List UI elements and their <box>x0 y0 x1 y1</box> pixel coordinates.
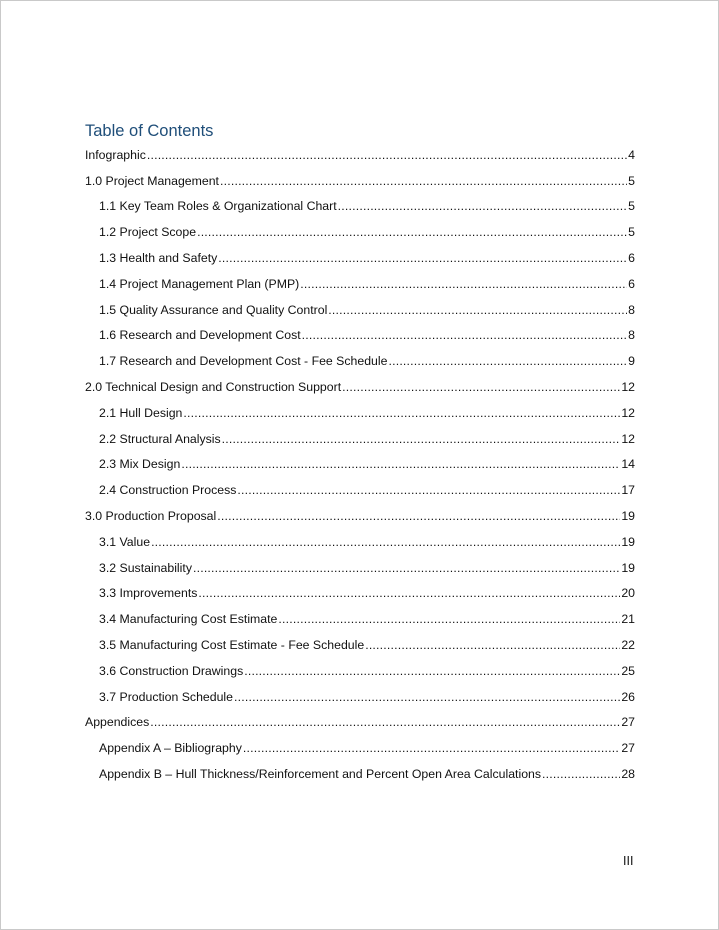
toc-entry[interactable] <box>85 761 635 787</box>
toc-entry-page: 19 <box>621 534 635 549</box>
toc-entry-label: 3.2 Sustainability <box>99 560 192 575</box>
toc-entry[interactable] <box>85 477 635 503</box>
toc-entry[interactable] <box>85 555 635 581</box>
toc-entry-label: 1.6 Research and Development Cost <box>99 328 301 343</box>
toc-entry[interactable] <box>85 219 635 245</box>
dot-leader <box>243 741 620 755</box>
toc-entry-label: 3.4 Manufacturing Cost Estimate <box>99 612 278 627</box>
toc-entry-label: 2.1 Hull Design <box>99 405 183 420</box>
toc-entry-page: 26 <box>621 689 635 704</box>
toc-entry[interactable] <box>85 168 635 194</box>
toc-entry-label: Appendix A – Bibliography <box>99 741 242 756</box>
toc-entry-label: 1.0 Project Management <box>85 173 219 188</box>
toc-entry-page: 27 <box>621 715 635 730</box>
toc-entry-label: Infographic <box>85 147 146 162</box>
toc-entry-page: 19 <box>621 560 635 575</box>
toc-entry-page: 20 <box>621 586 635 601</box>
toc-entry[interactable] <box>85 503 635 529</box>
toc-entry[interactable] <box>85 710 635 736</box>
dot-leader <box>328 303 627 317</box>
toc-entry[interactable] <box>85 606 635 632</box>
toc-entry-page: 6 <box>628 251 635 266</box>
toc-entry-page: 5 <box>628 225 635 240</box>
toc-entry-page: 5 <box>628 199 635 214</box>
toc-entry-page: 12 <box>621 431 635 446</box>
dot-leader <box>193 561 620 575</box>
toc-entry-label: Appendices <box>85 715 150 730</box>
dot-leader <box>147 148 627 162</box>
toc-entry[interactable] <box>85 658 635 684</box>
toc-entry[interactable] <box>85 400 635 426</box>
dot-leader <box>342 380 620 394</box>
toc-entry-label: 2.4 Construction Process <box>99 483 237 498</box>
toc-entry[interactable] <box>85 142 635 168</box>
dot-leader <box>338 199 628 213</box>
toc-entry-page: 6 <box>628 276 635 291</box>
toc-entry-label: 1.7 Research and Development Cost - Fee Schedule <box>99 354 388 369</box>
toc-entry-page: 9 <box>628 354 635 369</box>
toc-entry-page: 25 <box>621 663 635 678</box>
toc-entry-label: 2.0 Technical Design and Construction Support <box>85 380 342 395</box>
dot-leader <box>151 535 620 549</box>
toc-entry-label: 2.2 Structural Analysis <box>99 431 221 446</box>
toc-entry-label: 3.1 Value <box>99 534 151 549</box>
dot-leader <box>388 354 627 368</box>
toc-entry[interactable] <box>85 684 635 710</box>
toc-entry[interactable] <box>85 529 635 555</box>
dot-leader <box>220 174 627 188</box>
toc-entry-page: 28 <box>621 767 635 782</box>
dot-leader <box>218 251 627 265</box>
toc-entry-label: 3.7 Production Schedule <box>99 689 233 704</box>
toc-entry-label: 1.2 Project Scope <box>99 225 197 240</box>
toc-entry-page: 22 <box>621 638 635 653</box>
toc-entry-page: 27 <box>621 741 635 756</box>
toc-entry-page: 8 <box>628 302 635 317</box>
toc-entry-page: 12 <box>621 380 635 395</box>
dot-leader <box>542 767 620 781</box>
dot-leader <box>237 483 620 497</box>
toc-entry[interactable] <box>85 245 635 271</box>
toc-entry-page: 21 <box>621 612 635 627</box>
dot-leader <box>278 612 620 626</box>
dot-leader <box>198 586 620 600</box>
toc-entry[interactable] <box>85 297 635 323</box>
dot-leader <box>234 690 620 704</box>
dot-leader <box>300 277 627 291</box>
toc-entry[interactable] <box>85 194 635 220</box>
toc-entry-label: 1.4 Project Management Plan (PMP) <box>99 276 300 291</box>
toc-entry-label: 1.5 Quality Assurance and Quality Control <box>99 302 328 317</box>
toc-entry-label: 3.0 Production Proposal <box>85 509 217 524</box>
toc-entry-page: 4 <box>628 147 635 162</box>
toc-entry-page: 5 <box>628 173 635 188</box>
toc-entry-label: 1.3 Health and Safety <box>99 251 218 266</box>
dot-leader <box>197 225 627 239</box>
toc-entry[interactable] <box>85 426 635 452</box>
dot-leader <box>365 638 620 652</box>
toc-title: Table of Contents <box>85 122 214 140</box>
toc-entry-label: Appendix B – Hull Thickness/Reinforcement and Percent Open Area Calculations <box>99 767 542 782</box>
toc-entry[interactable] <box>85 271 635 297</box>
toc-entry-label: 3.3 Improvements <box>99 586 198 601</box>
toc-entry-page: 17 <box>621 483 635 498</box>
toc-entry-label: 3.6 Construction Drawings <box>99 663 244 678</box>
dot-leader <box>181 457 620 471</box>
toc-entry[interactable] <box>85 632 635 658</box>
dot-leader <box>150 715 620 729</box>
dot-leader <box>222 432 621 446</box>
toc-entry[interactable] <box>85 348 635 374</box>
dot-leader <box>183 406 620 420</box>
dot-leader <box>217 509 620 523</box>
toc-entry-page: 12 <box>621 405 635 420</box>
toc-entry-page: 19 <box>621 509 635 524</box>
toc-entry[interactable] <box>85 735 635 761</box>
toc-entry-label: 3.5 Manufacturing Cost Estimate - Fee Schedule <box>99 638 365 653</box>
toc-entry-label: 2.3 Mix Design <box>99 457 181 472</box>
dot-leader <box>244 664 620 678</box>
toc-entry-page: 14 <box>621 457 635 472</box>
toc-entry[interactable] <box>85 323 635 349</box>
toc-entry[interactable] <box>85 581 635 607</box>
toc-entry-label: 1.1 Key Team Roles & Organizational Chart <box>99 199 337 214</box>
toc-entry-page: 8 <box>628 328 635 343</box>
toc-entry[interactable] <box>85 452 635 478</box>
toc-list <box>85 142 635 787</box>
toc-entry[interactable] <box>85 374 635 400</box>
dot-leader <box>302 328 628 342</box>
page-number: III <box>623 854 634 868</box>
